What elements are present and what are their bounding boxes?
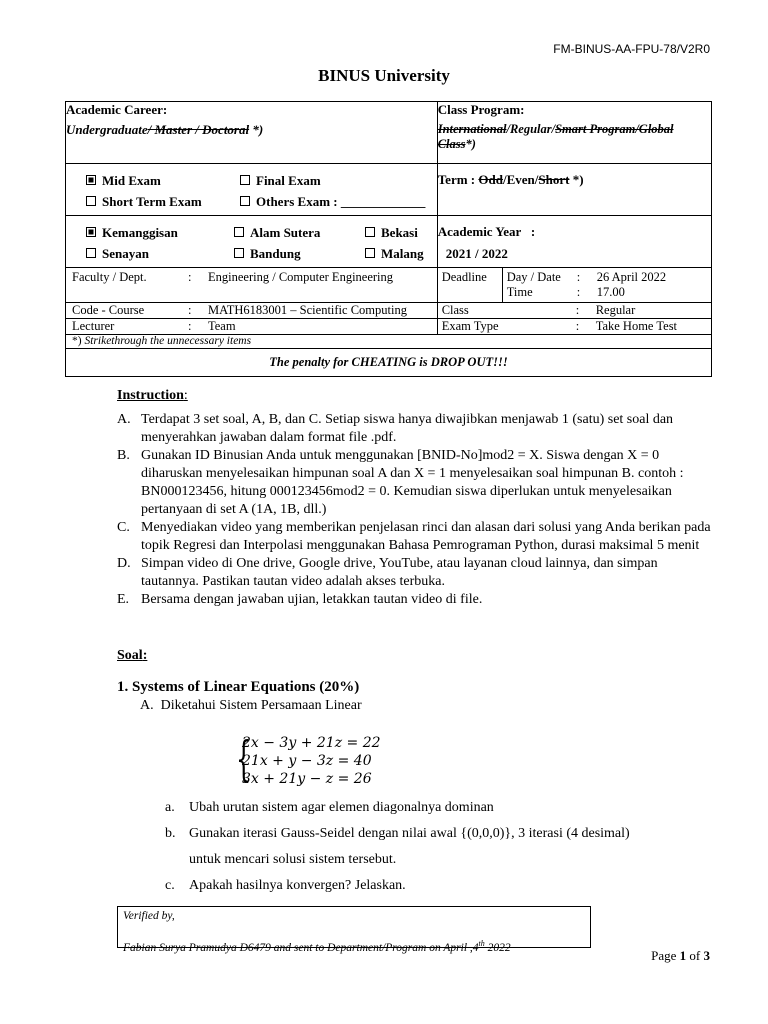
bandung-checkbox[interactable] [234,248,244,258]
list-item-letter: E. [117,592,130,607]
class-cell [437,303,711,319]
page-number [651,948,710,964]
list-item-letter: B. [117,448,130,463]
list-item-text: Ubah urutan sistem agar elemen diagonalnya dominan [189,800,494,815]
class-program-options [438,122,711,152]
list-item-text: untuk mencari solusi sistem tersebut. [189,852,397,867]
list-item-text: Menyediakan video yang memberikan penjelasan rinci dan alasan dari solusi yang Anda berikan pada topik Regresi dan Interpolasi menggunakan Bahasa Pemrograman Python, durasi maksimal 5 menit [141,520,711,553]
soal-heading-text: Soal [117,648,143,663]
time-label: Time [506,285,533,299]
senayan-label: Senayan [102,246,149,261]
exam-type-row-cell [437,319,711,335]
page-of: of [686,948,704,963]
others-exam-checkbox[interactable] [240,196,250,206]
verification-line [123,937,585,955]
class-label: Class [441,303,469,317]
short-term-exam-label: Short Term Exam [102,194,202,209]
question-1a-text: A. Diketahui Sistem Persamaan Linear [140,698,362,713]
alam-sutera-label: Alam Sutera [250,225,321,240]
list-item [117,447,717,519]
list-item [165,848,725,872]
academic-year-value: 2021 / 2022 [445,246,508,261]
campus-cell [66,216,438,268]
program-regular: /Regular/ [506,122,556,136]
list-item [117,555,717,591]
equation-system [242,734,381,788]
mid-exam-checkbox[interactable] [86,175,96,185]
time-value: 17.00 [596,285,625,299]
lecturer-value: Team [208,319,236,333]
mid-exam-label: Mid Exam [102,173,161,188]
soal-heading [117,648,147,664]
career-suffix: *) [249,122,264,137]
academic-career-label: Academic Career: [66,102,168,117]
term-odd: Odd [478,172,503,187]
verification-box [117,906,591,954]
lecturer-label: Lecturer [72,319,115,333]
list-item-text: Gunakan iterasi Gauss-Seidel dengan nilai awal {(0,0,0)}, 3 iterasi (4 desimal) [189,826,630,841]
exam-type-value: Take Home Test [595,319,678,333]
list-item-letter: C. [117,520,130,535]
program-smart-global: Smart Program/Global Class [437,122,674,151]
time-colon: : [576,285,581,299]
list-item-letter: a. [165,800,175,815]
list-item [165,796,725,820]
verification-year: 2022 [484,941,511,954]
academic-year-label: Academic Year : [437,224,536,239]
faculty-label: Faculty / Dept. [72,270,147,284]
term-short: Short [538,172,570,187]
verification-ordinal: th [478,939,485,948]
exam-type-colon: : [575,319,580,333]
bandung-label: Bandung [250,246,301,261]
deadline-label: Deadline [438,268,503,302]
list-item-text: Bersama dengan jawaban ujian, letakkan tautan video di file. [141,592,483,607]
academic-career-cell [66,102,438,164]
list-item-text: Gunakan ID Binusian Anda untuk menggunakan [BNID-No]mod2 = X. Siswa dengan X = 0 diharuskan menyelesaikan himpunan soal A dan X = 1 menyelesaikan soal himpunan B. contoh : BN000123456, hitung 000123456mod2 = 0. Kemudian siswa diperlukan untuk menyelesaikan pertanyaan di set A (1A, 1B, dll.) [141,448,684,517]
program-suffix: *) [465,137,476,151]
equation-line: 2x − 3y + 21z = 22 [242,735,381,751]
bekasi-label: Bekasi [381,225,418,240]
career-master-doctoral: / Master / Doctoral [147,122,250,137]
instruction-heading-colon: : [183,388,188,403]
class-program-label: Class Program: [437,102,525,117]
code-course-cell [66,303,438,319]
list-item-letter: D. [117,556,131,571]
footnote-cell [66,335,712,349]
list-item-letter: c. [165,878,175,893]
day-date-colon: : [576,270,581,284]
senayan-checkbox[interactable] [86,248,96,258]
lecturer-cell [66,319,438,335]
list-item-text: Terdapat 3 set soal, A, B, dan C. Setiap siswa hanya diwajibkan menjawab 1 (satu) set soal dan menyerahkan jawaban dalam format file .pdf. [141,412,674,445]
verification-text: Fabian Surya Pramudya D6479 and sent to Department/Program on April ,4 [123,941,479,954]
bekasi-checkbox[interactable] [365,227,375,237]
exam-header-table [65,101,712,377]
soal-heading-colon: : [142,648,148,663]
footnote-text: Strikethrough the unnecessary items [84,335,252,347]
term-suffix: *) [569,172,584,187]
page-total: 3 [703,948,710,963]
alam-sutera-checkbox[interactable] [234,227,244,237]
page-prefix: Page [651,948,680,963]
list-item [165,822,725,846]
kemanggisan-label: Kemanggisan [102,225,178,240]
instruction-heading-text: Instruction [117,388,184,403]
malang-label: Malang [381,246,424,261]
faculty-cell [66,268,438,303]
equation-line: 3x + 21y − z = 26 [242,771,372,787]
class-value: Regular [595,303,636,317]
lecturer-colon: : [188,319,192,333]
list-item-text: Simpan video di One drive, Google drive, YouTube, atau layanan cloud lainnya, dan simpan tautannya. Pastikan tautan video adalah akses terbuka. [141,556,658,589]
others-exam-label: Others Exam : _____________ [256,194,426,209]
faculty-colon: : [188,270,192,284]
final-exam-label: Final Exam [256,173,321,188]
term-even: /Even/ [502,172,539,187]
list-item [117,411,717,447]
career-undergraduate: Undergraduate [66,122,148,137]
code-course-label: Code - Course [72,303,145,317]
list-item [117,591,717,609]
instruction-heading [117,388,188,404]
footnote-star: *) [72,335,82,347]
program-international: International [437,122,507,136]
malang-checkbox[interactable] [365,248,375,258]
question-1-title: 1. Systems of Linear Equations (20%) [117,679,360,695]
class-colon: : [575,303,580,317]
penalty-notice: The penalty for CHEATING is DROP OUT!!! [66,349,712,377]
code-course-value: MATH6183001 – Scientific Computing [208,303,407,317]
faculty-value: Engineering / Computer Engineering [208,270,394,284]
kemanggisan-checkbox[interactable] [86,227,96,237]
list-item [117,519,717,555]
university-title: BINUS University [318,66,450,85]
day-date-label: Day / Date [506,270,561,284]
code-course-colon: : [188,303,192,317]
final-exam-checkbox[interactable] [240,175,250,185]
short-term-exam-checkbox[interactable] [86,196,96,206]
term-label: Term : [437,172,479,187]
page-current: 1 [679,948,687,963]
term-cell [437,164,711,216]
form-code: FM-BINUS-AA-FPU-78/V2R0 [553,42,710,56]
equation-brace-icon: { [236,731,252,787]
academic-career-options [66,122,437,138]
question-1a-subitems [165,796,725,898]
term-options [438,172,711,188]
list-item-letter: b. [165,826,176,841]
instruction-list [117,411,717,609]
verified-by-label: Verified by, [123,910,175,922]
list-item [165,874,725,898]
academic-year-cell [437,216,711,268]
class-program-cell [437,102,711,164]
exam-type-cell [66,164,438,216]
deadline-cell [437,268,711,303]
day-date-value: 26 April 2022 [596,270,667,284]
equation-line: 21x + y − 3z = 40 [242,753,372,769]
list-item-text: Apakah hasilnya konvergen? Jelaskan. [189,878,406,893]
list-item-letter: A. [117,412,131,427]
exam-type-label: Exam Type [441,319,499,333]
